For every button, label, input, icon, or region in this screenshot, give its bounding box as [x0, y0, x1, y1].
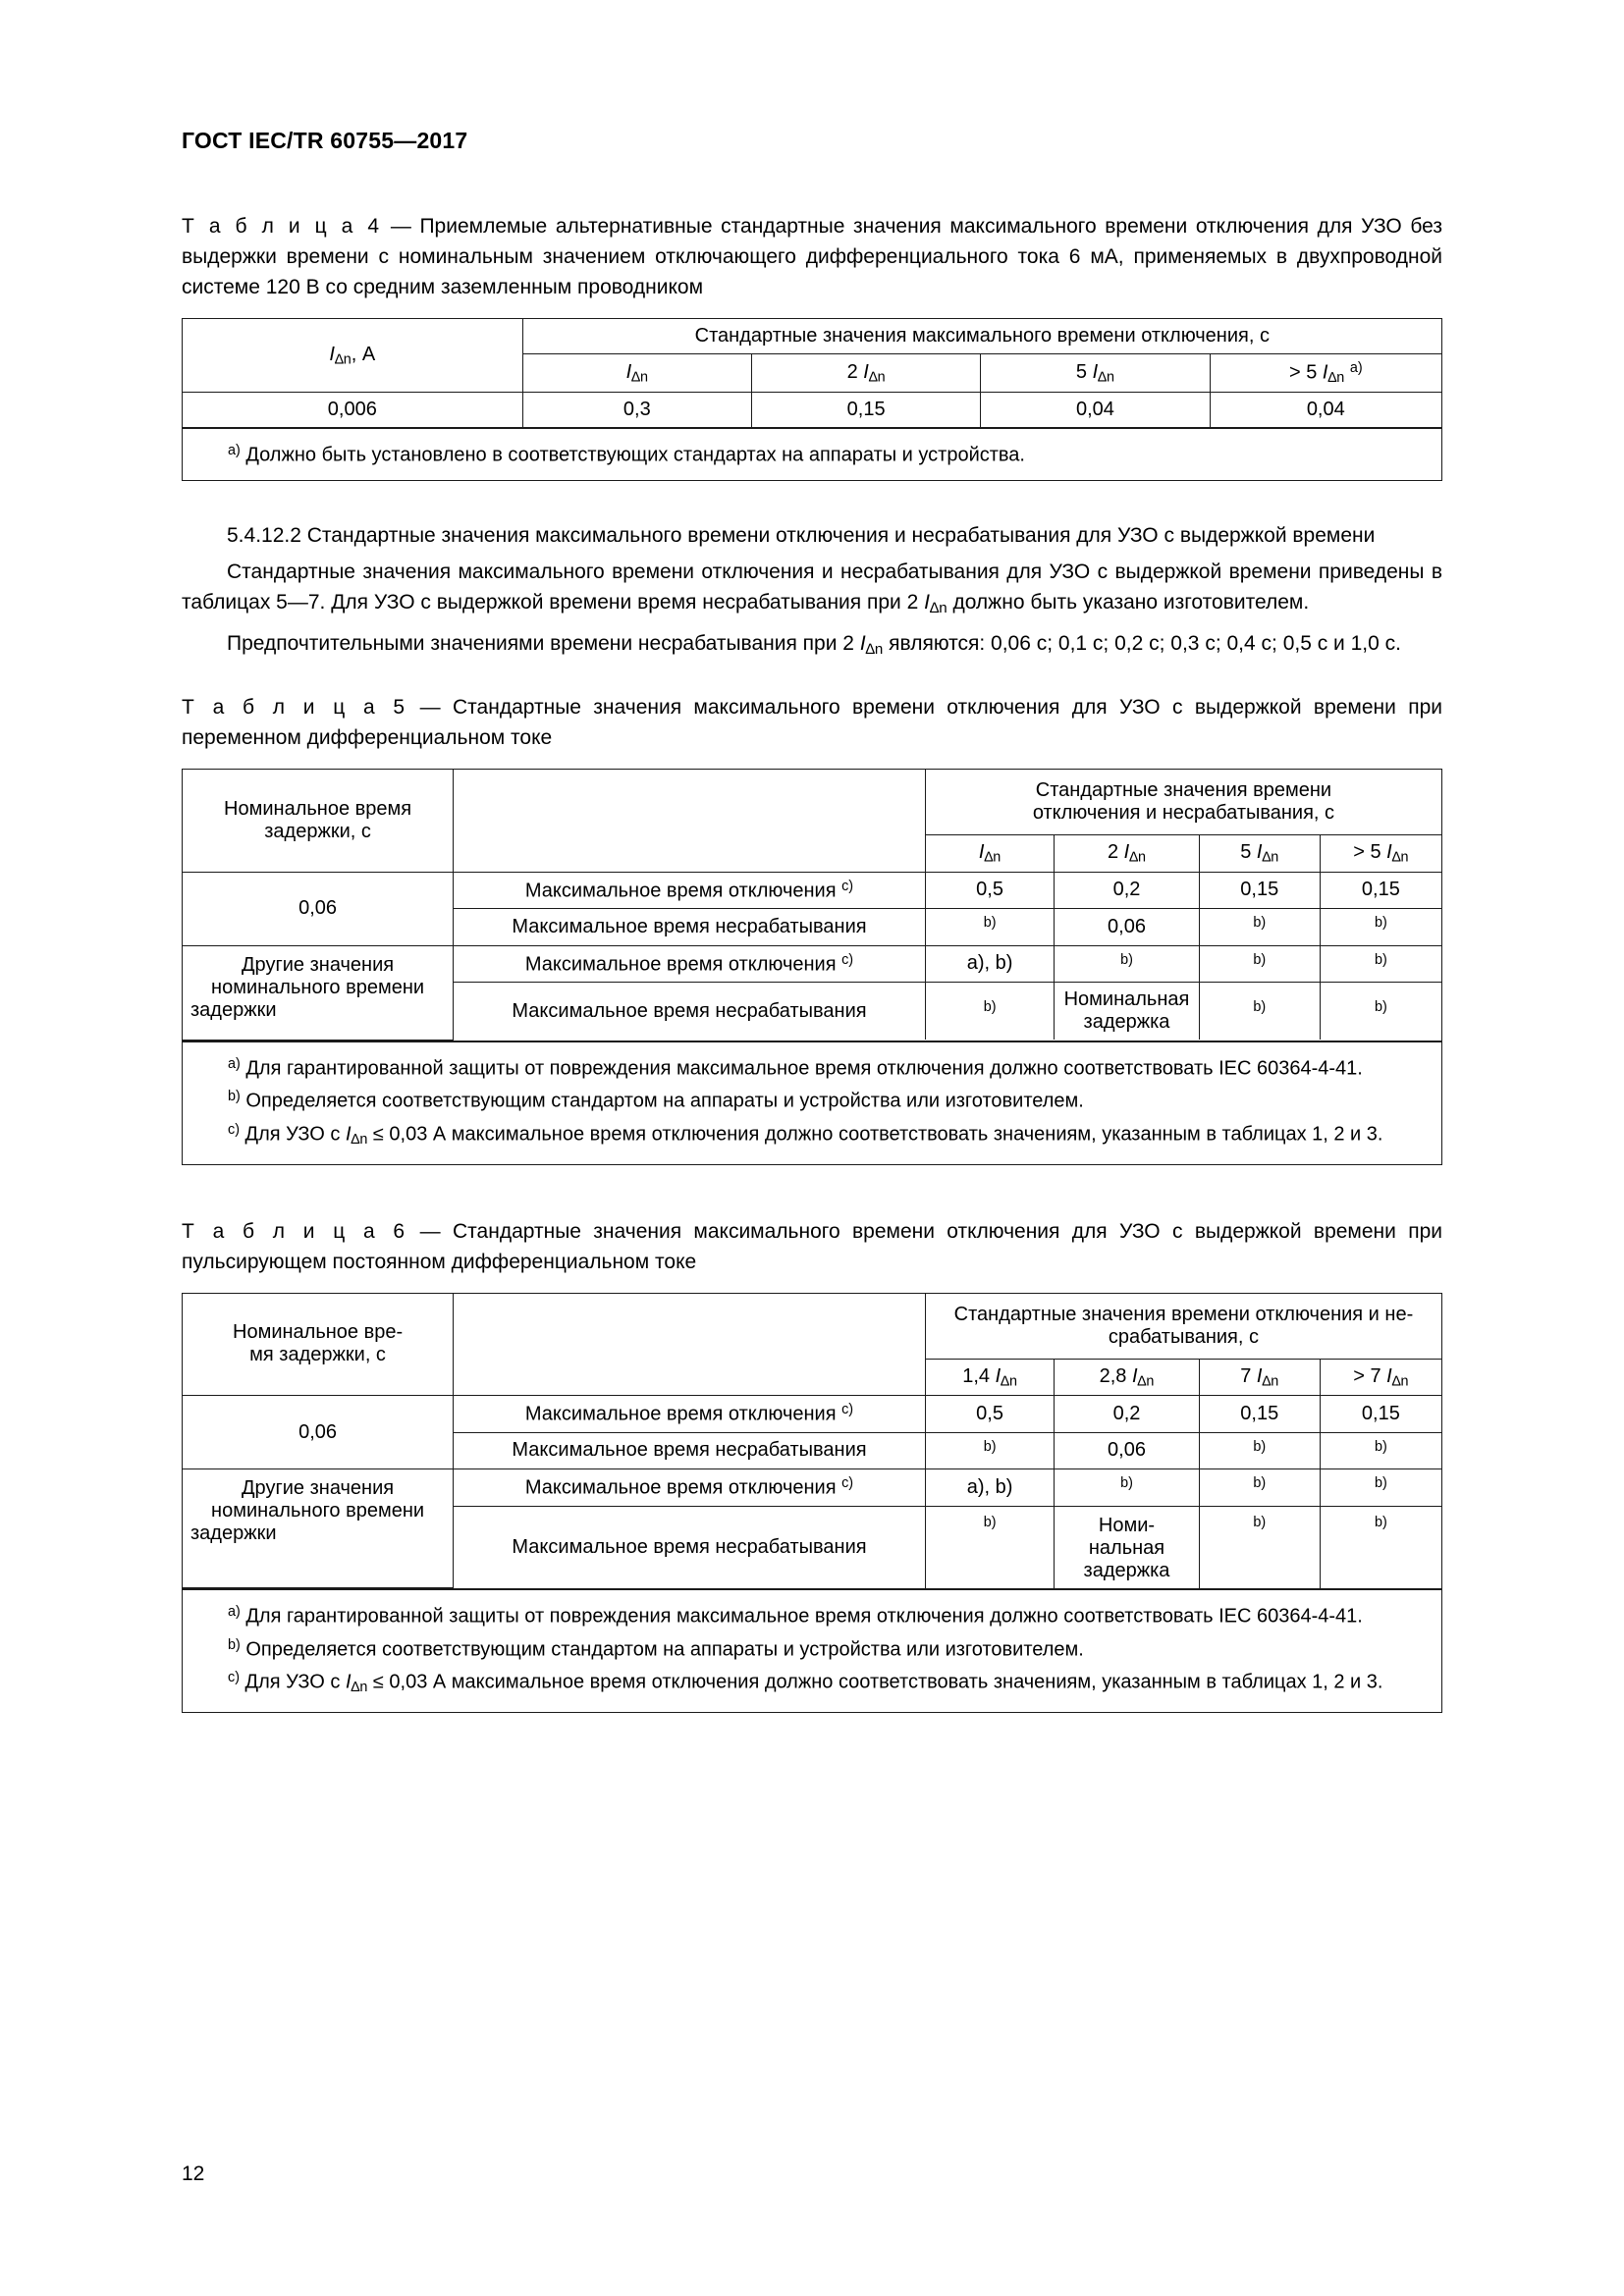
section-paragraph-1: Стандартные значения максимального времени отключения и несрабатывания для УЗО с выдержкой времени приведены в таблицах 5—7. Для УЗО с выдержкой времени время несрабатывания при 2 $I_{\Delta n}$ должно быть указано изготовителем.: [182, 560, 1442, 616]
table-row: [183, 770, 1441, 835]
table6-notes: [182, 1589, 1442, 1713]
table5-subheader-1: $I_{\Delta n}$: [925, 835, 1054, 873]
table6-row-0-label: Максимальное время отключения $^{c)}$: [454, 1396, 926, 1432]
table5-cell-2-1: b): [1055, 945, 1199, 982]
table-row: [183, 319, 1441, 354]
table4-notes: [182, 428, 1442, 480]
table5-cell-0-0: 0,5: [925, 872, 1054, 908]
table4-note-a: $^{a)}$ Должно быть установлено в соответствующих стандартах на аппараты и устройства.: [228, 443, 1025, 466]
table5-subheader-2: 2 $I_{\Delta n}$: [1055, 835, 1199, 873]
table6-cell-3-1: Номи- нальная задержка: [1055, 1506, 1199, 1588]
table5-cell-0-3: 0,15: [1320, 872, 1441, 908]
table5-cell-2-0: a), b): [925, 945, 1054, 982]
table5-rowgroup-1-label: 0,06: [183, 872, 454, 945]
table4-caption-text: — Приемлемые альтернативные стандартные значения максимального времени отключения для УЗО без выдержки времени с номинальным значением отключающего дифференциального тока 6 мА, применяемых в двухпроводной системе 120 В со средним заземленным проводником: [182, 215, 1442, 298]
table6-subheader-4: > 7 $I_{\Delta n}$: [1320, 1359, 1441, 1396]
section-5-4-12-2: [182, 520, 1442, 666]
table5-cell-1-1: 0,06: [1055, 909, 1199, 945]
table5-note-c: $^{c)}$ Для УЗО с $I_{\Delta n} \le 0,03$ А максимальное время отключения должно соответствовать значениям, указанным в таблицах 1, 2 и 3.: [228, 1121, 1383, 1148]
table-row: [183, 1396, 1441, 1432]
table6-cell-0-3: 0,15: [1320, 1396, 1441, 1432]
table5-group-header: Стандартные значения времени отключения и несрабатывания, с: [925, 770, 1441, 835]
table6-cell-0-0: 0,5: [925, 1396, 1054, 1432]
table5-cell-1-2: b): [1199, 909, 1320, 945]
table6-col2-header: [454, 1294, 926, 1396]
table4-cell-0-4: 0,04: [1210, 393, 1441, 428]
table6-col1-header: Номинальное вре- мя задержки, с: [183, 1294, 454, 1396]
table5-caption-text: — Стандартные значения максимального времени отключения для УЗО с выдержкой времени при переменном дифференциальном токе: [182, 696, 1442, 750]
table4-cell-0-2: 0,15: [751, 393, 980, 428]
table6-group-header: Стандартные значения времени отключения и не- срабатывания, с: [925, 1294, 1441, 1360]
table5: [182, 769, 1442, 1165]
table5-row-3-label: Максимальное время несрабатывания: [454, 983, 926, 1041]
table6-cell-2-2: b): [1199, 1469, 1320, 1506]
table5-grid: [183, 770, 1441, 1041]
table4-grid: [183, 319, 1441, 427]
table6-cell-3-0: b): [925, 1506, 1054, 1588]
table6-note-a: $^{a)}$ Для гарантированной защиты от повреждения максимальное время отключения должно соответствовать IEC 60364-4-41.: [228, 1604, 1363, 1628]
table5-cell-3-2: b): [1199, 983, 1320, 1041]
table6-cell-0-1: 0,2: [1055, 1396, 1199, 1432]
table5-row-1-label: Максимальное время несрабатывания: [454, 909, 926, 945]
table-row: [183, 872, 1441, 908]
table6-cell-1-0: b): [925, 1432, 1054, 1468]
page-title: ГОСТ IEC/TR 60755—2017: [182, 128, 468, 153]
table5-cell-0-1: 0,2: [1055, 872, 1199, 908]
table6-grid: [183, 1294, 1441, 1589]
table5-notes: [182, 1041, 1442, 1165]
table-row: [183, 1469, 1441, 1506]
table6-box: [182, 1293, 1442, 1590]
table5-cell-3-3: b): [1320, 983, 1441, 1041]
table5-cell-2-3: b): [1320, 945, 1441, 982]
table6-subheader-1: 1,4 $I_{\Delta n}$: [925, 1359, 1054, 1396]
table6-rowgroup-2-label: Другие значения номинального времени задержки: [183, 1469, 454, 1588]
table6-rowgroup-1-label: 0,06: [183, 1396, 454, 1469]
table4-caption: [182, 211, 1442, 302]
table5-row-2-label: Максимальное время отключения $^{c)}$: [454, 945, 926, 982]
section-heading: [182, 520, 1442, 551]
table5-col1-header: Номинальное время задержки, с: [183, 770, 454, 872]
table6-cell-3-2: b): [1199, 1506, 1320, 1588]
table5-caption-label: Т а б л и ц а 5: [182, 696, 408, 720]
table6-cell-3-3: b): [1320, 1506, 1441, 1588]
table6-row-3-label: Максимальное время несрабатывания: [454, 1506, 926, 1588]
table6-cell-2-0: a), b): [925, 1469, 1054, 1506]
table4-cell-0-0: 0,006: [183, 393, 522, 428]
table6-cell-2-3: b): [1320, 1469, 1441, 1506]
section-paragraph-2: Предпочтительными значениями времени несрабатывания при 2 $I_{\Delta n}$ являются: 0,06 с; 0,1 с; 0,2 с; 0,3 с; 0,4 с; 0,5 с и 1,0 с.: [227, 632, 1401, 659]
table5-cell-1-3: b): [1320, 909, 1441, 945]
table5-caption: [182, 692, 1442, 753]
table4-col1-header: $I_{\Delta n}$, А: [183, 319, 522, 393]
table6-note-b: $^{b)}$ Определяется соответствующим стандартом на аппараты и устройства или изготовителем.: [228, 1636, 1084, 1660]
table6-caption-text: — Стандартные значения максимального времени отключения для УЗО с выдержкой времени при пульсирующем постоянном дифференциальном токе: [182, 1219, 1442, 1273]
table4-subheader-4: > 5 $I_{\Delta n}$ $^{a)}$: [1210, 354, 1441, 393]
table5-cell-2-2: b): [1199, 945, 1320, 982]
table-row: [183, 1294, 1441, 1360]
table4: [182, 318, 1442, 481]
table5-rowgroup-2-label: Другие значения номинального времени задержки: [183, 945, 454, 1040]
table5-box: [182, 769, 1442, 1041]
table5-cell-3-0: b): [925, 983, 1054, 1041]
table6-subheader-2: 2,8 $I_{\Delta n}$: [1055, 1359, 1199, 1396]
table5-note-a: $^{a)}$ Для гарантированной защиты от повреждения максимальное время отключения должно соответствовать IEC 60364-4-41.: [228, 1055, 1363, 1080]
table-row: [183, 393, 1441, 428]
table4-group-header: Стандартные значения максимального времени отключения, с: [522, 319, 1441, 354]
table5-cell-3-1: Номинальная задержка: [1055, 983, 1199, 1041]
table6-note-c: $^{c)}$ Для УЗО с $I_{\Delta n} \le 0,03$ А максимальное время отключения должно соответствовать значениям, указанным в таблицах 1, 2 и 3.: [228, 1670, 1383, 1696]
table-row: [183, 945, 1441, 982]
table5-subheader-4: > 5 $I_{\Delta n}$: [1320, 835, 1441, 873]
table6-subheader-3: 7 $I_{\Delta n}$: [1199, 1359, 1320, 1396]
table5-cell-0-2: 0,15: [1199, 872, 1320, 908]
table4-subheader-3: 5 $I_{\Delta n}$: [981, 354, 1210, 393]
table6-cell-1-2: b): [1199, 1432, 1320, 1468]
table5-note-b: $^{b)}$ Определяется соответствующим стандартом на аппараты и устройства или изготовителем.: [228, 1089, 1084, 1112]
table6-row-1-label: Максимальное время несрабатывания: [454, 1432, 926, 1468]
page-number: 12: [182, 2163, 205, 2185]
table6-row-2-label: Максимальное время отключения $^{c)}$: [454, 1469, 926, 1506]
table6-cell-1-1: 0,06: [1055, 1432, 1199, 1468]
table4-box: [182, 318, 1442, 428]
table5-subheader-3: 5 $I_{\Delta n}$: [1199, 835, 1320, 873]
table4-subheader-1: $I_{\Delta n}$: [522, 354, 751, 393]
table6-cell-2-1: b): [1055, 1469, 1199, 1506]
table4-caption-label: Т а б л и ц а 4: [182, 215, 383, 238]
table5-cell-1-0: b): [925, 909, 1054, 945]
table4-cell-0-1: 0,3: [522, 393, 751, 428]
table6-cell-1-3: b): [1320, 1432, 1441, 1468]
table6: [182, 1293, 1442, 1714]
table6-cell-0-2: 0,15: [1199, 1396, 1320, 1432]
table4-cell-0-3: 0,04: [981, 393, 1210, 428]
table4-subheader-2: 2 $I_{\Delta n}$: [751, 354, 980, 393]
table6-caption: [182, 1216, 1442, 1277]
section-heading-text: Стандартные значения максимального времени отключения и несрабатывания для УЗО с выдержкой времени: [306, 523, 1376, 547]
table5-row-0-label: Максимальное время отключения $^{c)}$: [454, 872, 926, 908]
table5-col2-header: [454, 770, 926, 872]
section-number: 5.4.12.2: [227, 523, 301, 547]
table6-caption-label: Т а б л и ц а 6: [182, 1219, 408, 1243]
